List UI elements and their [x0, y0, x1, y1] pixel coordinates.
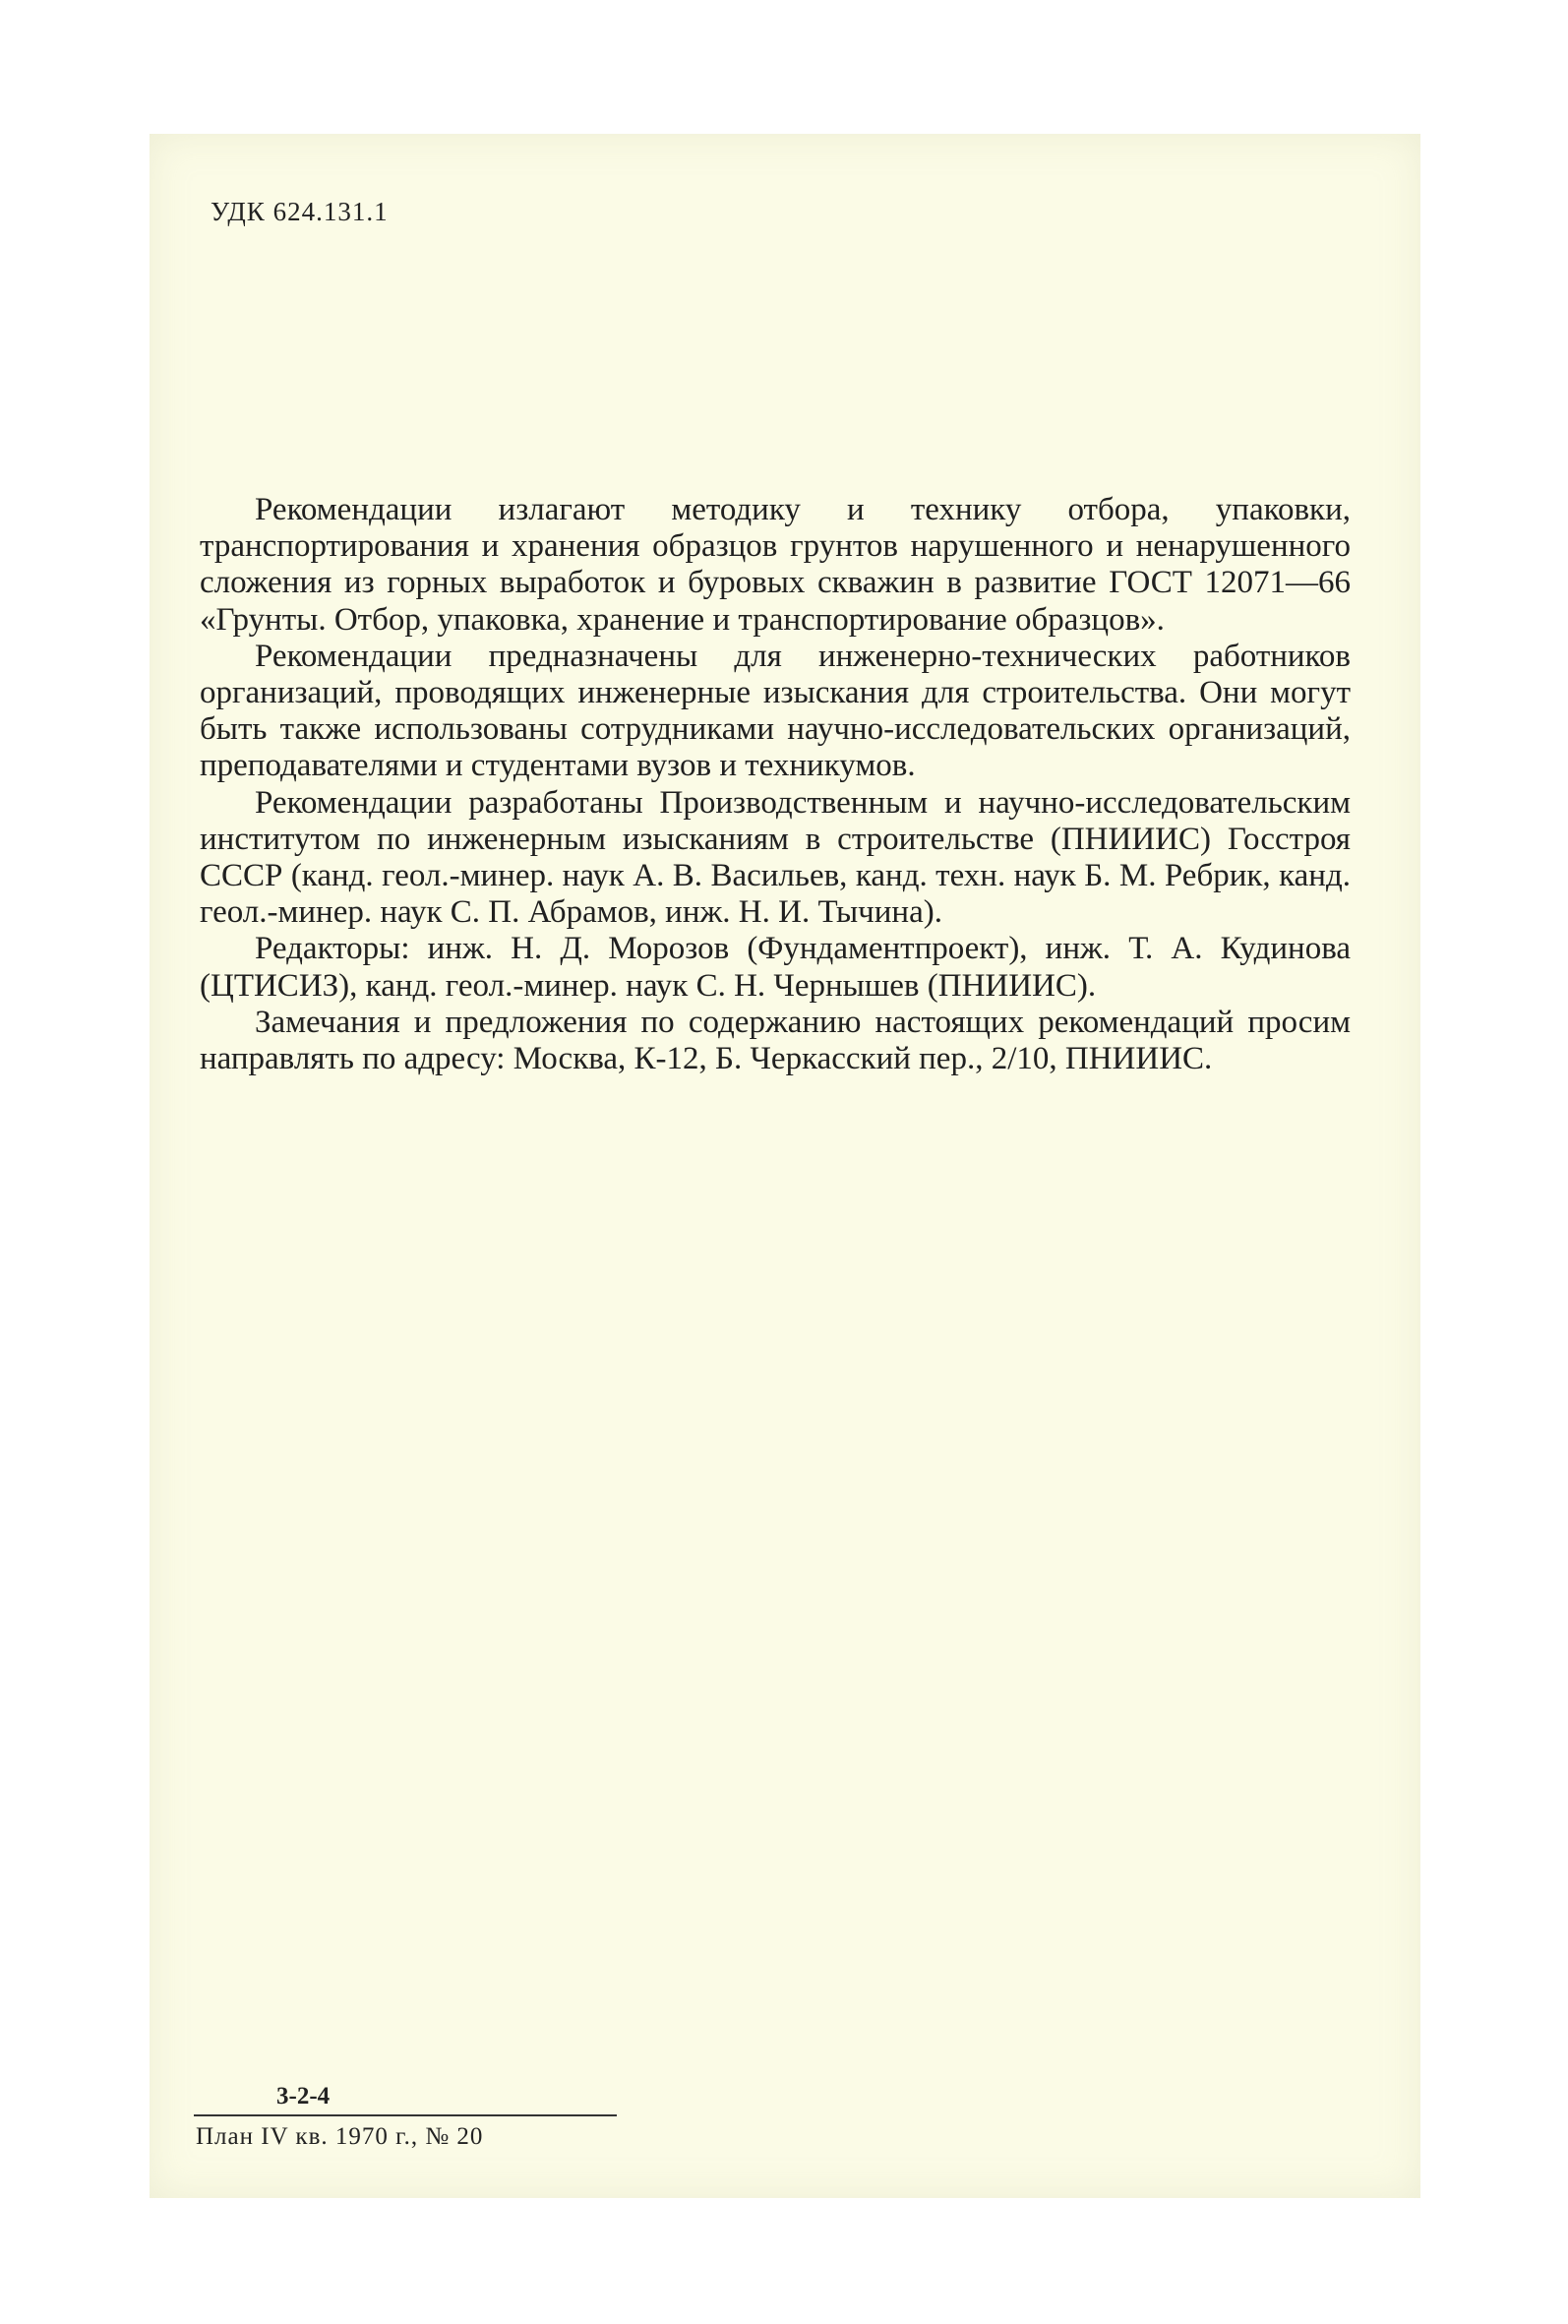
paragraph-contact: Замечания и предложения по содержанию настоящих рекомендаций просим направлять по адресу: Москва, К-12, Б. Черкасский пер., 2/10, ПНИИИС.: [200, 1004, 1351, 1077]
udc-code: УДК 624.131.1: [211, 197, 389, 226]
paragraph-methodology: Рекомендации излагают методику и технику отбора, упаковки, транспортирования и хранения образцов грунтов нарушенного и ненарушенного сложения из горных выработок и буровых скважин в развитие ГОСТ 12071—66 «Грунты. Отбор, упаковка, хранение и транспортирование образцов».: [200, 492, 1351, 638]
paragraph-authors: Рекомендации разработаны Производственным и научно-исследовательским институтом по инженерным изысканиям в строительстве (ПНИИИС) Госстроя СССР (канд. геол.-минер. наук А. В. Васильев, канд. техн. наук Б. М. Ребрик, канд. геол.-минер. наук С. П. Абрамов, инж. Н. И. Тычина).: [200, 784, 1351, 931]
footer-divider: [194, 2114, 617, 2116]
paragraph-editors: Редакторы: инж. Н. Д. Морозов (Фундаментпроект), инж. Т. А. Кудинова (ЦТИСИЗ), канд. геол.-минер. наук С. Н. Чернышев (ПНИИИС).: [200, 931, 1351, 1004]
paragraph-audience: Рекомендации предназначены для инженерно-технических работников организаций, проводящих инженерные изыскания для строительства. Они могут быть также использованы сотрудниками научно-исследовательских организаций, преподавателями и студентами вузов и техникумов.: [200, 638, 1351, 784]
footer-plan: План IV кв. 1970 г., № 20: [196, 2123, 484, 2150]
footer-code: 3-2-4: [276, 2083, 331, 2110]
annotation-text: [200, 492, 1351, 1077]
page-sheet: [150, 134, 1420, 2198]
